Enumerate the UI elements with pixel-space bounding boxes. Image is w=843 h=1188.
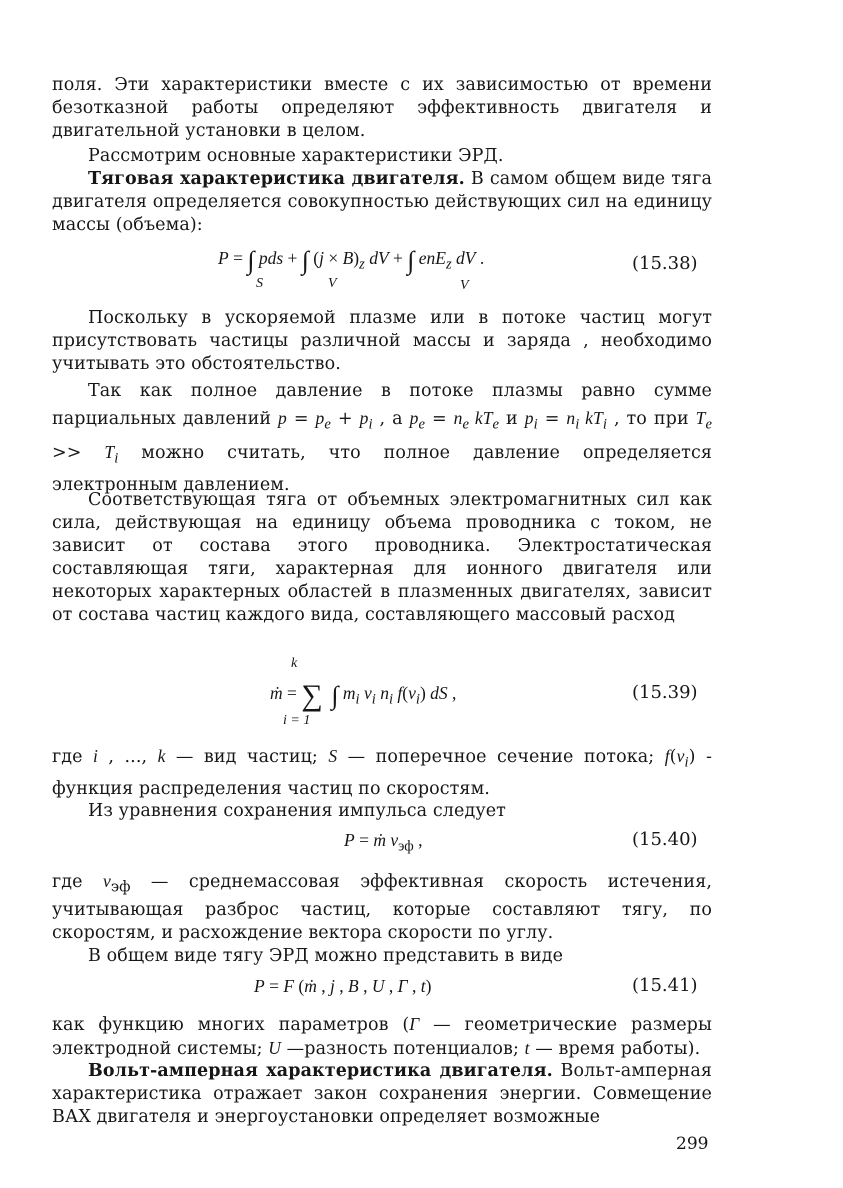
equation-limit: k xyxy=(291,656,298,671)
equation-number: (15.39) xyxy=(632,682,698,703)
equation-15-39: ṁ = ∑ ∫ $m_i$ $v_i$ $n_i$ $f(v_i)$ dS , xyxy=(270,679,457,712)
paragraph-volt-ampere-body: Вольт-амперная характеристика отражает закон сохранения энергии. Совмещение ВАХ двигателя и энергоустановки определяет возможные xyxy=(52,1061,712,1127)
paragraph-effective-velocity: где $v_{эф}$ — среднемассовая эффективная скорость истечения, учитывающая разброс частиц, которые составляют тягу, по скоростям, и расхождение вектора скорости по углу. xyxy=(52,871,712,943)
paragraph-particle-types: где i , ..., k — вид частиц; S — поперечное сечение потока; $f(v_i)$ - функция распределения частиц по скоростям. xyxy=(52,746,713,799)
equation-limit: V xyxy=(328,276,337,291)
equation-limit: i = 1 xyxy=(283,713,311,728)
paragraph-parameters: как функцию многих параметров (Г — геометрические размеры электродной системы; U —разность потенциалов; t — время работы). xyxy=(52,1014,712,1059)
paragraph-thrust-characteristic xyxy=(52,168,712,237)
page-number: 299 xyxy=(676,1134,709,1154)
paragraph-thrust-body: В самом общем виде тяга двигателя определяется совокупностью действующих сил на единицу массы (объема): xyxy=(52,169,712,235)
equation-15-38: P = ∫ pds + ∫ $(j \times B)_z$ dV + ∫ enE$_z$ dV . xyxy=(218,246,485,275)
equation-15-41: P = F (ṁ , j , B , U , Г , t) xyxy=(254,976,432,996)
paragraph-intro: поля. Эти характеристики вместе с их зависимостью от времени безотказной работы определяют эффективность двигателя и двигательной установки в целом. xyxy=(52,75,712,141)
paragraph-volt-ampere xyxy=(52,1060,712,1129)
paragraph-general-form: В общем виде тягу ЭРД можно представить в виде xyxy=(88,946,564,966)
equation-15-40: P = ṁ $v_{эф}$ , xyxy=(344,830,423,855)
section-heading-volt-ampere: Вольт-амперная характеристика двигателя. xyxy=(88,1061,553,1081)
paragraph-electromagnetic: Соответствующая тяга от объемных электромагнитных сил как сила, действующая на единицу объема проводника с током, не зависит от состава этого проводника. Электростатическая составляющая тяги, характерная для ионного двигателя или некоторых характерных областей в плазменных двигателях, зависит от состава частиц каждого вида, составляющего массовый расход xyxy=(52,490,712,625)
equation-number: (15.38) xyxy=(632,253,698,274)
equation-number: (15.41) xyxy=(632,975,698,996)
paragraph-pressure: Так как полное давление в потоке плазмы равно сумме парциальных давлений $p = p_e + p_i$ , а $p_e = n_e$ $kT_e$ и $p_i = n_i$ $kT_i$ , то при $T_e >> T_i$ можно считать, что полное давление определяется электронным давлением. xyxy=(52,381,713,495)
section-heading-thrust: Тяговая характеристика двигателя. xyxy=(88,169,465,189)
paragraph-consider: Рассмотрим основные характеристики ЭРД. xyxy=(88,146,504,166)
equation-limit: V xyxy=(460,278,469,293)
paragraph-particles: Поскольку в ускоряемой плазме или в потоке частиц могут присутствовать частицы различной массы и заряда , необходимо учитывать это обстоятельство. xyxy=(52,308,712,374)
equation-number: (15.40) xyxy=(632,829,698,850)
equation-limit: S xyxy=(256,276,263,291)
paragraph-momentum: Из уравнения сохранения импульса следует xyxy=(88,801,506,821)
